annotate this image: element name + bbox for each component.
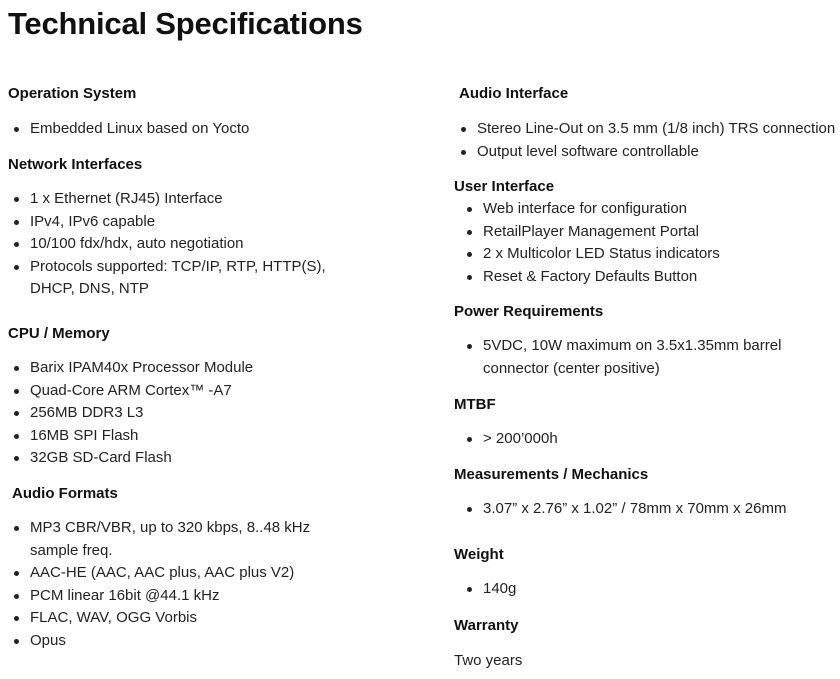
list-measurements	[459, 498, 834, 521]
list-cpu-memory	[8, 357, 428, 470]
list-power-requirements	[459, 335, 799, 380]
list-audio-formats	[8, 517, 333, 652]
list-user-interface	[459, 198, 829, 288]
list-item: Web interface for configuration	[459, 198, 829, 221]
warranty-text: Two years	[454, 652, 523, 669]
list-item: 140g	[459, 578, 829, 601]
section-heading-operation-system: Operation System	[8, 85, 137, 102]
list-item: IPv4, IPv6 capable	[8, 211, 373, 234]
list-item: RetailPlayer Management Portal	[459, 221, 829, 244]
list-weight	[459, 578, 829, 601]
section-heading-warranty: Warranty	[454, 617, 519, 634]
page-title: Technical Specifications	[8, 6, 363, 41]
list-item: Barix IPAM40x Processor Module	[8, 357, 428, 380]
list-item: Embedded Linux based on Yocto	[8, 118, 428, 141]
list-item: PCM linear 16bit @44.1 kHz	[8, 585, 333, 608]
list-item: > 200’000h	[459, 428, 829, 451]
list-item: 1 x Ethernet (RJ45) Interface	[8, 188, 373, 211]
list-item: AAC-HE (AAC, AAC plus, AAC plus V2)	[8, 562, 333, 585]
section-heading-user-interface: User Interface	[454, 178, 555, 195]
list-item: 10/100 fdx/hdx, auto negotiation	[8, 233, 373, 256]
list-item: MP3 CBR/VBR, up to 320 kbps, 8..48 kHz sample freq.	[8, 517, 333, 562]
section-heading-power-requirements: Power Requirements	[454, 303, 604, 320]
list-mtbf	[459, 428, 829, 451]
list-item: Protocols supported: TCP/IP, RTP, HTTP(S), DHCP, DNS, NTP	[8, 256, 373, 301]
list-item: Output level software controllable	[459, 141, 839, 164]
list-item: Stereo Line-Out on 3.5 mm (1/8 inch) TRS connection	[459, 118, 839, 141]
section-heading-weight: Weight	[454, 546, 504, 563]
section-heading-measurements: Measurements / Mechanics	[454, 466, 649, 483]
list-item: 256MB DDR3 L3	[8, 402, 428, 425]
list-item: 32GB SD-Card Flash	[8, 447, 428, 470]
section-heading-audio-formats: Audio Formats	[12, 485, 118, 502]
list-item: Opus	[8, 630, 333, 653]
list-item: 3.07” x 2.76” x 1.02” / 78mm x 70mm x 26mm	[459, 498, 834, 521]
list-audio-interface	[459, 118, 839, 163]
list-network-interfaces	[8, 188, 373, 301]
section-heading-audio-interface: Audio Interface	[459, 85, 569, 102]
list-item: 5VDC, 10W maximum on 3.5x1.35mm barrel connector (center positive)	[459, 335, 799, 380]
list-item: FLAC, WAV, OGG Vorbis	[8, 607, 333, 630]
section-heading-cpu-memory: CPU / Memory	[8, 325, 110, 342]
list-item: 2 x Multicolor LED Status indicators	[459, 243, 829, 266]
section-heading-mtbf: MTBF	[454, 396, 496, 413]
section-heading-network-interfaces: Network Interfaces	[8, 156, 143, 173]
list-item: Quad-Core ARM Cortex™ -A7	[8, 380, 428, 403]
list-item: 16MB SPI Flash	[8, 425, 428, 448]
list-operation-system	[8, 118, 428, 141]
list-item: Reset & Factory Defaults Button	[459, 266, 829, 289]
